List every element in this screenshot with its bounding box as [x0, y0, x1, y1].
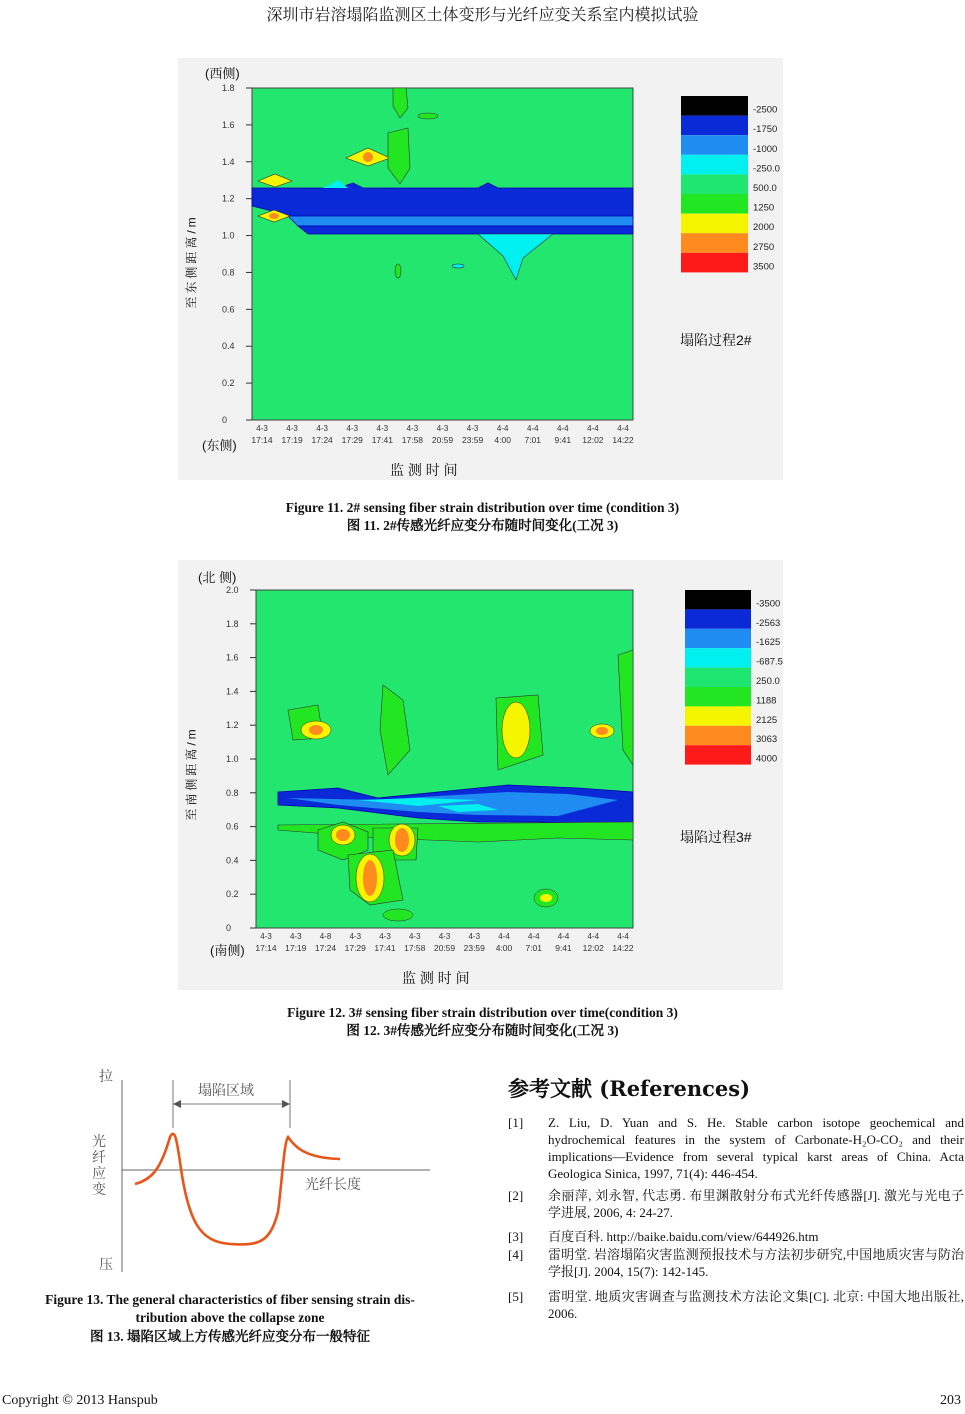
figure-11-xticks [251, 424, 634, 445]
figure-13 [60, 1062, 460, 1282]
f12-xtick-day: 4-3 [438, 932, 451, 941]
f11-ytick-label: 0.4 [222, 341, 235, 352]
f11-xtick-time: 14:22 [612, 435, 634, 445]
f12-legend-value: 250.0 [756, 676, 780, 687]
figure-13-caption-cn: 图 13. 塌陷区域上方传感光纤应变分布一般特征 [89, 1329, 371, 1344]
f11-legend-swatch [681, 135, 748, 155]
figure-12-top-label: (北 侧) [198, 570, 237, 585]
f12-ytick-label: 0 [226, 923, 232, 933]
reference-item [508, 1228, 964, 1245]
f12-xtick-day: 4-3 [260, 932, 272, 941]
f11-xtick-time: 17:24 [311, 435, 333, 445]
f12-legend-swatch [685, 609, 751, 628]
f11-xtick-day: 4-3 [406, 424, 419, 433]
f12-xtick-time: 7:01 [525, 943, 543, 953]
f11-ytick-label: 1.0 [222, 230, 235, 241]
figure-11-xlabel: 监 测 时 间 [390, 462, 458, 478]
f12-ytick-label: 1.2 [226, 720, 239, 731]
f12-xtick-day: 4-8 [319, 932, 332, 941]
footer-copyright: Copyright © 2013 Hanspub [2, 1393, 158, 1408]
figure-12-caption-cn: 图 12. 3#传感光纤应变分布随时间变化(工况 3) [346, 1023, 619, 1038]
f12-xtick-day: 4-4 [617, 932, 629, 941]
f12-xtick-time: 20:59 [433, 943, 456, 953]
f11-legend-value: -250.0 [753, 163, 780, 175]
f12-xtick-day: 4-3 [289, 932, 302, 941]
figure-13-strain-label: 光纤应变 [92, 1134, 106, 1198]
f11-ytick-label: 0 [222, 415, 228, 425]
references-title: 参考文献 (References) [508, 1076, 751, 1101]
reference-item [508, 1246, 964, 1280]
figure-12-process-label: 塌陷过程3# [680, 829, 752, 845]
f12-ytick-label: 0.4 [226, 855, 239, 866]
figure-11 [178, 58, 783, 480]
f12-legend-swatch [685, 648, 751, 667]
figure-13-caption-en-2: tribution above the collapse zone [135, 1310, 325, 1325]
f12-xtick-day: 4-3 [408, 932, 421, 941]
f12-xtick-day: 4-3 [349, 932, 362, 941]
f11-legend-value: 1250 [753, 202, 775, 214]
f11-xtick-day: 4-4 [496, 424, 509, 433]
figure-13-length-label: 光纤长度 [305, 1177, 361, 1193]
f12-legend-value: 1188 [756, 695, 777, 707]
f11-xtick-time: 7:01 [524, 435, 542, 445]
f11-xtick-day: 4-3 [346, 424, 359, 433]
reference-number: [3] [508, 1229, 524, 1244]
f11-xtick-day: 4-4 [526, 424, 539, 433]
reference-text: 百度百科. http://baike.baidu.com/view/644926.htm [548, 1229, 819, 1244]
f11-xtick-day: 4-3 [436, 424, 449, 433]
f11-xtick-time: 4:00 [494, 435, 511, 445]
f12-ytick-label: 0.6 [226, 821, 239, 832]
reference-number: [4] [508, 1247, 524, 1262]
f12-ytick-label: 2.0 [226, 585, 239, 595]
f11-xtick-time: 17:19 [281, 435, 303, 445]
f12-legend-swatch [685, 745, 751, 764]
f12-legend-value: -2563 [756, 617, 781, 629]
f11-legend-swatch [681, 253, 748, 273]
figure-13-diagram [60, 1062, 460, 1282]
f12-legend-value: 2125 [756, 714, 778, 726]
f12-ytick-label: 1.8 [226, 618, 239, 629]
f12-legend-swatch [685, 590, 751, 609]
figure-12-xlabel: 监 测 时 间 [402, 970, 470, 986]
f11-legend-value: 3500 [753, 261, 775, 273]
f11-legend-value: -1750 [753, 124, 778, 136]
f12-xtick-time: 17:24 [314, 943, 337, 953]
f11-xtick-time: 17:58 [401, 435, 424, 445]
footer-page-number: 203 [940, 1393, 961, 1408]
figure-11-caption-cn: 图 11. 2#传感光纤应变分布随时间变化(工况 3) [346, 518, 619, 533]
figure-11-ylabel: 至东侧距离/m [184, 214, 199, 309]
f11-ytick-label: 1.6 [222, 119, 235, 130]
f11-xtick-time: 20:59 [431, 435, 454, 445]
figure-11-top-label: (西侧) [205, 66, 240, 81]
f11-xtick-day: 4-3 [466, 424, 479, 433]
f11-ytick-label: 0.6 [222, 304, 235, 315]
f11-legend-value: 2750 [753, 241, 775, 253]
f11-xtick-day: 4-4 [587, 424, 599, 433]
f11-xtick-time: 17:29 [341, 435, 363, 445]
reference-text: 雷明堂. 岩溶塌陷灾害监测预报技术与方法初步研究,中国地质灾害与防治学报[J]. 2004, 15(7): 142-145. [548, 1247, 964, 1279]
f12-xtick-time: 17:58 [404, 943, 426, 953]
figure-13-compression-label: 压 [99, 1257, 113, 1273]
figure-13-caption-en-1: Figure 13. The general characteristics of fiber sensing strain dis- [45, 1292, 415, 1307]
reference-number: [5] [508, 1289, 524, 1304]
f11-xtick-day: 4-3 [316, 424, 328, 433]
figure-12-yticks [226, 585, 256, 933]
f11-legend-value: -1000 [753, 143, 778, 155]
f11-ytick-label: 0.2 [222, 378, 235, 389]
figure-11-legend [681, 96, 780, 272]
figure-11-plot [178, 58, 783, 480]
figure-12 [178, 560, 783, 990]
f11-legend-value: 500.0 [753, 183, 777, 194]
f11-xtick-time: 17:41 [371, 435, 393, 445]
f11-legend-swatch [681, 233, 748, 253]
f12-xtick-time: 14:22 [612, 943, 634, 953]
f12-xtick-time: 23:59 [463, 943, 485, 953]
f12-legend-swatch [685, 726, 751, 745]
figure-12-legend [685, 590, 783, 765]
f12-ytick-label: 1.0 [226, 754, 239, 764]
f12-ytick-label: 0.2 [226, 889, 239, 900]
f12-legend-swatch [685, 706, 751, 725]
f11-legend-swatch [681, 155, 748, 175]
f12-xtick-time: 17:29 [344, 943, 366, 953]
f11-ytick-label: 0.8 [222, 267, 235, 278]
figure-12-bottom-label: (南侧) [210, 943, 245, 958]
f12-xtick-day: 4-4 [527, 932, 540, 941]
figure-12-xticks [255, 932, 634, 953]
f12-xtick-time: 17:41 [374, 943, 396, 953]
f11-ytick-label: 1.2 [222, 193, 235, 204]
f11-xtick-time: 9:41 [554, 435, 572, 445]
f11-legend-swatch [681, 96, 748, 116]
f11-xtick-day: 4-4 [557, 424, 569, 433]
figure-11-process-label: 塌陷过程2# [680, 332, 752, 348]
f12-legend-value: 3063 [756, 734, 778, 746]
reference-text: Z. Liu, D. Yuan and S. He. Stable carbon isotope geochemical and hydrochemical features in the system of Carbonate-H₂O-CO₂ and their implications—Evidence from several typical karst areas of China. Acta Geologica Sinica, 1997, 71(4): 446-454. [548, 1115, 964, 1181]
f12-xtick-time: 17:14 [255, 943, 277, 953]
f11-legend-swatch [681, 214, 748, 234]
f11-legend-swatch [681, 194, 748, 214]
f11-xtick-day: 4-3 [256, 424, 268, 433]
figure-11-bottom-label: (东侧) [202, 438, 237, 453]
f12-xtick-day: 4-3 [468, 932, 481, 941]
running-header: 深圳市岩溶塌陷监测区土体变形与光纤应变关系室内模拟试验 [266, 5, 699, 24]
f11-xtick-day: 4-3 [286, 424, 298, 433]
f12-legend-swatch [685, 629, 751, 648]
reference-number: [1] [508, 1115, 524, 1130]
f12-legend-value: -3500 [756, 598, 781, 610]
f11-ytick-label: 1.8 [222, 83, 235, 93]
figure-11-yticks [222, 83, 252, 425]
f12-ytick-label: 1.6 [226, 652, 239, 663]
f12-xtick-time: 9:41 [555, 943, 572, 953]
f11-xtick-time: 17:14 [251, 435, 273, 445]
f11-legend-value: -2500 [753, 104, 778, 116]
f12-ytick-label: 1.4 [226, 686, 239, 697]
reference-text: 雷明堂. 地质灾害调查与监测技术方法论文集[C]. 北京: 中国大地出版社, 2006. [548, 1289, 964, 1321]
figure-13-tension-label: 拉 [99, 1069, 113, 1085]
figure-12-caption-en: Figure 12. 3# sensing fiber strain distribution over time(condition 3) [287, 1005, 678, 1020]
figure-12-ylabel: 至南侧距离/m [184, 726, 199, 821]
f12-legend-value: -1625 [756, 637, 781, 649]
f11-xtick-day: 4-4 [617, 424, 629, 433]
f12-xtick-time: 4:00 [495, 943, 513, 953]
figure-13-zone-label: 塌陷区域 [198, 1083, 254, 1099]
f12-xtick-time: 17:19 [285, 943, 307, 953]
f11-xtick-day: 4-3 [376, 424, 389, 433]
reference-number: [2] [508, 1188, 524, 1203]
f12-xtick-day: 4-4 [587, 932, 600, 941]
f12-legend-value: -687.5 [756, 656, 783, 668]
reference-text: 余丽萍, 刘永智, 代志勇. 布里渊散射分布式光纤传感器[J]. 激光与光电子学进展, 2006, 4: 24-27. [548, 1188, 964, 1220]
f12-xtick-time: 12:02 [582, 943, 604, 953]
figure-11-caption-en: Figure 11. 2# sensing fiber strain distribution over time (condition 3) [285, 500, 680, 515]
f11-legend-value: 2000 [753, 222, 775, 234]
f11-legend-swatch [681, 116, 748, 136]
f11-xtick-time: 12:02 [582, 435, 604, 445]
f12-legend-swatch [685, 668, 751, 687]
reference-item [508, 1114, 964, 1182]
f12-legend-swatch [685, 687, 751, 706]
f11-xtick-time: 23:59 [461, 435, 484, 445]
reference-item [508, 1288, 964, 1322]
f12-ytick-label: 0.8 [226, 787, 239, 798]
f11-ytick-label: 1.4 [222, 156, 235, 167]
reference-item [508, 1187, 964, 1221]
f12-legend-value: 4000 [756, 753, 778, 765]
figure-12-plot [178, 560, 783, 990]
f12-xtick-day: 4-4 [557, 932, 570, 941]
f12-xtick-day: 4-4 [498, 932, 510, 941]
f11-legend-swatch [681, 174, 748, 194]
f12-xtick-day: 4-3 [379, 932, 391, 941]
